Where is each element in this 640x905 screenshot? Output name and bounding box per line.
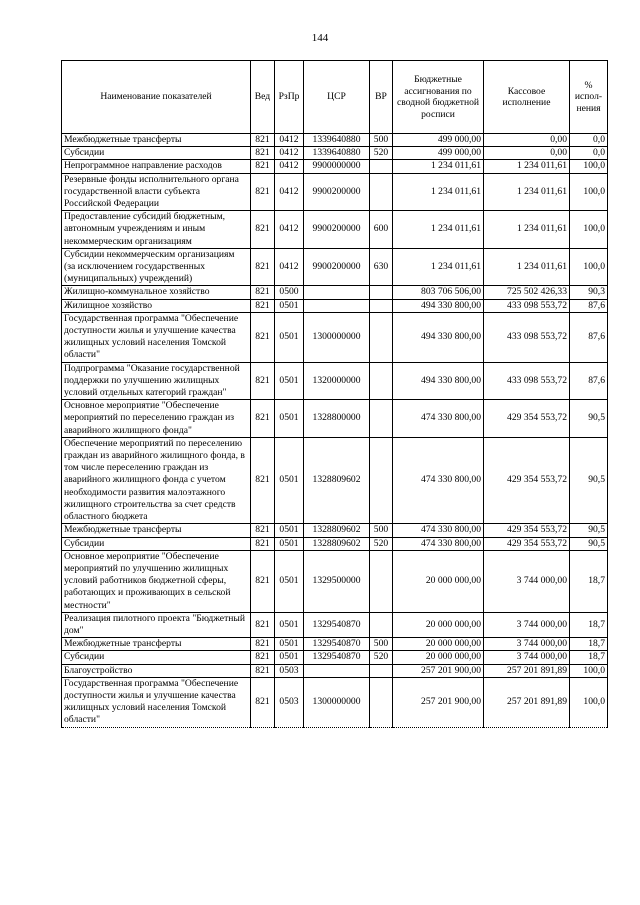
row-vr <box>370 612 393 637</box>
row-pct: 18,7 <box>570 651 608 664</box>
row-vr: 520 <box>370 651 393 664</box>
row-budget: 20 000 000,00 <box>393 638 484 651</box>
row-rzpr: 0412 <box>275 147 304 160</box>
row-pct: 90,5 <box>570 437 608 523</box>
row-csr: 1300000000 <box>304 677 370 727</box>
row-ved: 821 <box>251 664 275 677</box>
row-ved: 821 <box>251 638 275 651</box>
table-row <box>62 299 608 312</box>
row-vr <box>370 286 393 299</box>
row-budget: 499 000,00 <box>393 134 484 147</box>
row-budget: 474 330 800,00 <box>393 537 484 550</box>
row-ved: 821 <box>251 286 275 299</box>
row-name: Межбюджетные трансферты <box>62 638 251 651</box>
row-rzpr: 0501 <box>275 612 304 637</box>
table-row <box>62 362 608 400</box>
header-ved: Вед <box>251 61 275 134</box>
row-name: Обеспечение мероприятий по переселению граждан из аварийного жилищного фонда, в том числе переселению граждан из аварийного жилищного фонда с учетом необходимости развития малоэтажного жилищного строительства за счет средств областного бюджета <box>62 437 251 523</box>
row-name: Жилищное хозяйство <box>62 299 251 312</box>
row-csr: 9900000000 <box>304 160 370 173</box>
row-vr: 520 <box>370 147 393 160</box>
row-ved: 821 <box>251 437 275 523</box>
row-name: Предоставление субсидий бюджетным, автономным учреждениям и иным некоммерческим организациям <box>62 211 251 249</box>
row-ved: 821 <box>251 362 275 400</box>
row-rzpr: 0503 <box>275 677 304 727</box>
row-name: Субсидии <box>62 147 251 160</box>
table-row <box>62 400 608 438</box>
row-name: Межбюджетные трансферты <box>62 524 251 537</box>
row-csr: 1328800000 <box>304 400 370 438</box>
row-vr <box>370 400 393 438</box>
row-ved: 821 <box>251 248 275 286</box>
row-cash: 1 234 011,61 <box>484 173 570 211</box>
row-name: Государственная программа "Обеспечение доступности жилья и улучшение качества жилищных условий населения Томской области" <box>62 677 251 727</box>
table-row <box>62 550 608 612</box>
row-csr: 1320000000 <box>304 362 370 400</box>
row-vr <box>370 173 393 211</box>
row-rzpr: 0501 <box>275 437 304 523</box>
row-name: Непрограммное направление расходов <box>62 160 251 173</box>
table-row <box>62 248 608 286</box>
row-pct: 18,7 <box>570 638 608 651</box>
row-ved: 821 <box>251 211 275 249</box>
row-cash: 3 744 000,00 <box>484 550 570 612</box>
header-rzpr: РзПр <box>275 61 304 134</box>
row-cash: 3 744 000,00 <box>484 651 570 664</box>
row-csr <box>304 286 370 299</box>
row-rzpr: 0500 <box>275 286 304 299</box>
row-csr: 1339640880 <box>304 147 370 160</box>
row-cash: 0,00 <box>484 134 570 147</box>
table-row <box>62 160 608 173</box>
row-ved: 821 <box>251 524 275 537</box>
row-budget: 499 000,00 <box>393 147 484 160</box>
row-cash: 257 201 891,89 <box>484 664 570 677</box>
row-rzpr: 0501 <box>275 651 304 664</box>
row-ved: 821 <box>251 147 275 160</box>
row-ved: 821 <box>251 550 275 612</box>
row-name: Основное мероприятие "Обеспечение мероприятий по переселению граждан из аварийного жилищного фонда" <box>62 400 251 438</box>
row-csr: 1328809602 <box>304 524 370 537</box>
table-row <box>62 173 608 211</box>
row-vr: 520 <box>370 537 393 550</box>
row-vr <box>370 550 393 612</box>
row-ved: 821 <box>251 400 275 438</box>
row-ved: 821 <box>251 134 275 147</box>
row-budget: 20 000 000,00 <box>393 612 484 637</box>
row-csr: 9900200000 <box>304 173 370 211</box>
row-budget: 1 234 011,61 <box>393 160 484 173</box>
row-vr <box>370 677 393 727</box>
row-cash: 1 234 011,61 <box>484 160 570 173</box>
row-cash: 3 744 000,00 <box>484 638 570 651</box>
row-ved: 821 <box>251 651 275 664</box>
row-rzpr: 0412 <box>275 173 304 211</box>
row-vr: 500 <box>370 638 393 651</box>
row-vr <box>370 664 393 677</box>
row-budget: 803 706 506,00 <box>393 286 484 299</box>
row-pct: 100,0 <box>570 160 608 173</box>
row-rzpr: 0501 <box>275 524 304 537</box>
row-budget: 1 234 011,61 <box>393 211 484 249</box>
row-csr: 9900200000 <box>304 211 370 249</box>
row-vr <box>370 312 393 362</box>
row-ved: 821 <box>251 173 275 211</box>
row-ved: 821 <box>251 160 275 173</box>
row-budget: 1 234 011,61 <box>393 248 484 286</box>
row-vr <box>370 299 393 312</box>
row-csr: 1329540870 <box>304 612 370 637</box>
row-cash: 429 354 553,72 <box>484 537 570 550</box>
row-pct: 100,0 <box>570 248 608 286</box>
row-rzpr: 0501 <box>275 400 304 438</box>
row-cash: 433 098 553,72 <box>484 362 570 400</box>
row-name: Субсидии <box>62 537 251 550</box>
row-rzpr: 0501 <box>275 638 304 651</box>
row-budget: 494 330 800,00 <box>393 312 484 362</box>
table-row <box>62 664 608 677</box>
row-pct: 18,7 <box>570 612 608 637</box>
row-vr: 500 <box>370 134 393 147</box>
row-cash: 3 744 000,00 <box>484 612 570 637</box>
row-ved: 821 <box>251 299 275 312</box>
row-pct: 100,0 <box>570 211 608 249</box>
table-row <box>62 677 608 727</box>
row-cash: 429 354 553,72 <box>484 400 570 438</box>
row-name: Субсидии некоммерческим организациям (за исключением государственных (муниципальных) учреждений) <box>62 248 251 286</box>
header-budget: Бюджетные ассигнования по сводной бюджетной росписи <box>393 61 484 134</box>
row-csr: 1328809602 <box>304 437 370 523</box>
row-pct: 90,5 <box>570 524 608 537</box>
row-csr: 1329540870 <box>304 651 370 664</box>
row-ved: 821 <box>251 677 275 727</box>
row-rzpr: 0501 <box>275 362 304 400</box>
row-name: Подпрограмма "Оказание государственной поддержки по улучшению жилищных условий отдельных категорий граждан" <box>62 362 251 400</box>
row-ved: 821 <box>251 537 275 550</box>
row-vr: 600 <box>370 211 393 249</box>
table-row <box>62 524 608 537</box>
row-csr: 1329540870 <box>304 638 370 651</box>
row-rzpr: 0412 <box>275 160 304 173</box>
row-pct: 18,7 <box>570 550 608 612</box>
row-cash: 257 201 891,89 <box>484 677 570 727</box>
row-rzpr: 0503 <box>275 664 304 677</box>
row-rzpr: 0501 <box>275 550 304 612</box>
row-name: Благоустройство <box>62 664 251 677</box>
row-rzpr: 0501 <box>275 537 304 550</box>
row-csr: 1328809602 <box>304 537 370 550</box>
row-rzpr: 0412 <box>275 211 304 249</box>
table-row <box>62 612 608 637</box>
row-csr: 9900200000 <box>304 248 370 286</box>
row-rzpr: 0412 <box>275 248 304 286</box>
table-row <box>62 638 608 651</box>
row-csr <box>304 664 370 677</box>
row-vr <box>370 362 393 400</box>
row-name: Государственная программа "Обеспечение доступности жилья и улучшение качества жилищных условий населения Томской области" <box>62 312 251 362</box>
row-pct: 0,0 <box>570 134 608 147</box>
row-csr: 1329500000 <box>304 550 370 612</box>
row-vr: 630 <box>370 248 393 286</box>
row-pct: 87,6 <box>570 299 608 312</box>
row-budget: 474 330 800,00 <box>393 524 484 537</box>
header-csr: ЦСР <box>304 61 370 134</box>
row-budget: 257 201 900,00 <box>393 664 484 677</box>
row-cash: 1 234 011,61 <box>484 211 570 249</box>
row-name: Основное мероприятие "Обеспечение мероприятий по улучшению жилищных условий работников бюджетной сферы, работающих и проживающих в сельской местности" <box>62 550 251 612</box>
row-name: Межбюджетные трансферты <box>62 134 251 147</box>
row-vr <box>370 437 393 523</box>
table-row <box>62 537 608 550</box>
row-cash: 433 098 553,72 <box>484 299 570 312</box>
row-cash: 0,00 <box>484 147 570 160</box>
row-cash: 433 098 553,72 <box>484 312 570 362</box>
row-csr <box>304 299 370 312</box>
row-pct: 87,6 <box>570 312 608 362</box>
table-row <box>62 651 608 664</box>
header-pct: % испол-нения <box>570 61 608 134</box>
row-budget: 1 234 011,61 <box>393 173 484 211</box>
page-number: 144 <box>311 32 329 44</box>
row-pct: 100,0 <box>570 173 608 211</box>
row-budget: 494 330 800,00 <box>393 299 484 312</box>
row-vr <box>370 160 393 173</box>
row-name: Жилищно-коммунальное хозяйство <box>62 286 251 299</box>
row-budget: 494 330 800,00 <box>393 362 484 400</box>
table-row <box>62 134 608 147</box>
row-pct: 87,6 <box>570 362 608 400</box>
table-row <box>62 286 608 299</box>
row-rzpr: 0501 <box>275 299 304 312</box>
table-row <box>62 147 608 160</box>
row-budget: 20 000 000,00 <box>393 550 484 612</box>
row-cash: 429 354 553,72 <box>484 437 570 523</box>
row-cash: 429 354 553,72 <box>484 524 570 537</box>
table-row <box>62 437 608 523</box>
header-cash: Кассовое исполнение <box>484 61 570 134</box>
row-budget: 474 330 800,00 <box>393 437 484 523</box>
row-pct: 90,5 <box>570 537 608 550</box>
row-name: Реализация пилотного проекта "Бюджетный дом" <box>62 612 251 637</box>
budget-execution-table <box>61 60 608 728</box>
row-csr: 1300000000 <box>304 312 370 362</box>
row-pct: 90,5 <box>570 400 608 438</box>
table-row <box>62 211 608 249</box>
row-budget: 474 330 800,00 <box>393 400 484 438</box>
row-vr: 500 <box>370 524 393 537</box>
row-rzpr: 0501 <box>275 312 304 362</box>
row-cash: 1 234 011,61 <box>484 248 570 286</box>
row-budget: 20 000 000,00 <box>393 651 484 664</box>
row-ved: 821 <box>251 312 275 362</box>
row-budget: 257 201 900,00 <box>393 677 484 727</box>
row-cash: 725 502 426,33 <box>484 286 570 299</box>
row-rzpr: 0412 <box>275 134 304 147</box>
header-name: Наименование показателей <box>62 61 251 134</box>
row-ved: 821 <box>251 612 275 637</box>
row-pct: 0,0 <box>570 147 608 160</box>
row-name: Субсидии <box>62 651 251 664</box>
row-pct: 90,3 <box>570 286 608 299</box>
row-csr: 1339640880 <box>304 134 370 147</box>
table-row <box>62 312 608 362</box>
row-pct: 100,0 <box>570 677 608 727</box>
row-name: Резервные фонды исполнительного органа государственной власти субъекта Российской Федерации <box>62 173 251 211</box>
row-pct: 100,0 <box>570 664 608 677</box>
header-vr: ВР <box>370 61 393 134</box>
